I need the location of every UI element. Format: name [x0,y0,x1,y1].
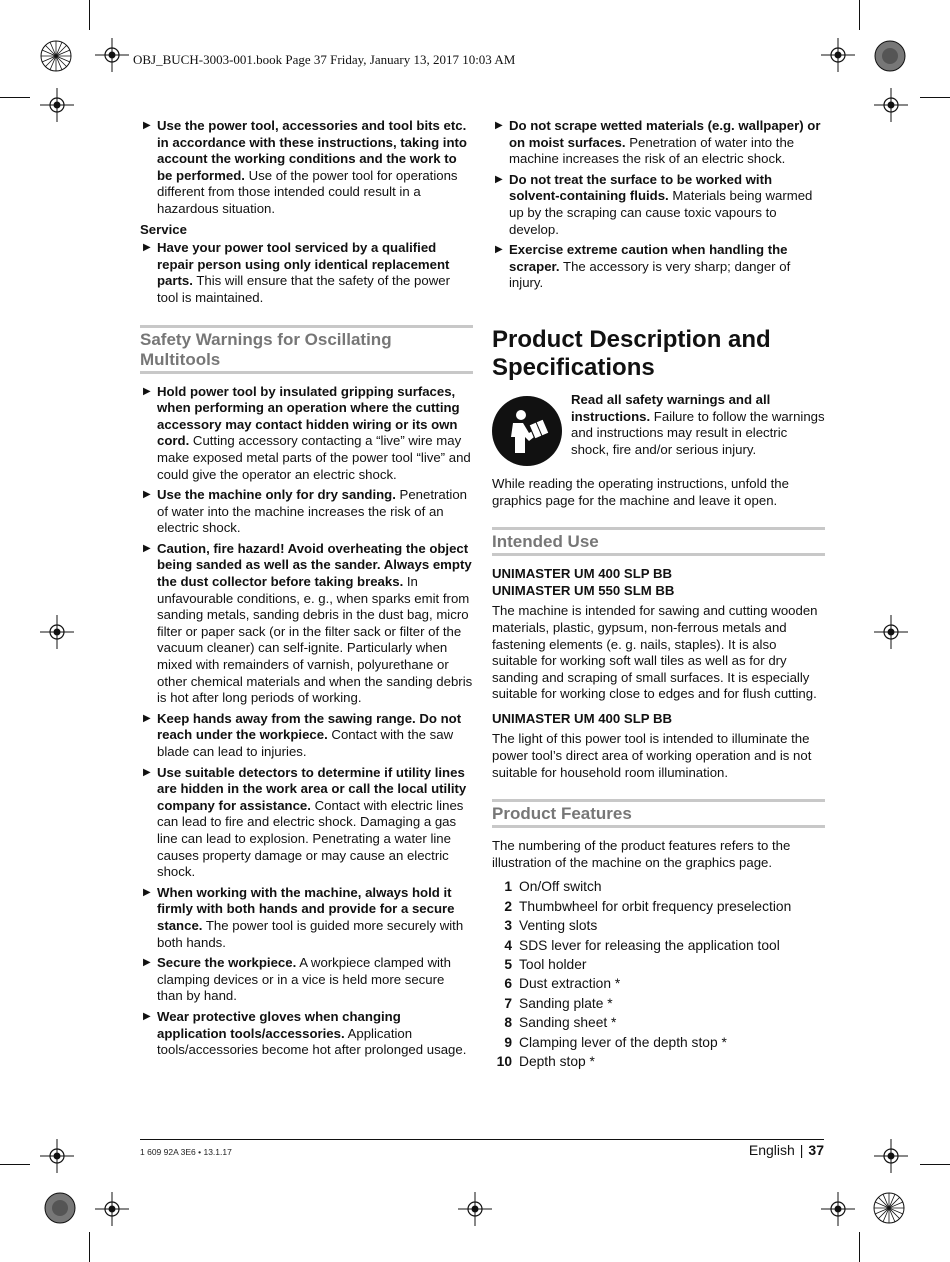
feature-label: Sanding plate * [519,995,613,1011]
footer-page-info [749,1142,824,1158]
bullet-text: A workpiece clamped with clamping devices or in a vice is held more secure than by hand. [157,955,451,1004]
bullet-safety [140,955,473,1005]
feature-number: 6 [504,976,512,992]
registration-wheel-icon [873,1192,905,1224]
bullet-bold: Hold power tool by insulated gripping surfaces, when performing an operation where the cutting accessory may contact hidden wiring or its own cord. [157,383,460,449]
bullet-arrow-icon: ▶ [143,886,151,898]
feature-label: Sanding sheet * [519,1015,617,1031]
bullet-text: Materials being warmed up by the scraping can cause toxic vapours to develop. [509,188,813,237]
bullet-safety [140,541,473,707]
feature-item [492,994,825,1013]
feature-label: Dust extraction * [519,976,621,992]
feature-item [492,974,825,993]
feature-number: 9 [504,1034,512,1050]
crosshair-mark-icon [40,88,74,122]
feature-label: On/Off switch [519,879,602,895]
feature-number: 4 [504,937,512,953]
feature-item [492,1033,825,1052]
crosshair-mark-icon [874,88,908,122]
section-product-features [492,799,825,828]
print-header: OBJ_BUCH-3003-001.book Page 37 Friday, January 13, 2017 10:03 AM [133,52,516,67]
bullet-text: In unfavourable conditions, e. g., when sparks emit from sanding metals, sanding debris in the dust bag, micro filter or paper sack (or in the filter sack or filter of the vacuum cleaner) can self-ignite. Particularly when mixed with remainders of varnish, polyurethane or other chemical materials and when the sanding debris is hot after long periods of working. [157,574,473,706]
unfold-text: While reading the operating instructions, unfold the graphics page for the machine and leave it open. [492,475,789,508]
feature-number: 5 [504,957,512,973]
bullet-arrow-icon: ▶ [143,385,151,397]
footer-code: 1 609 92A 3E6 • 13.1.17 [140,1147,232,1157]
section-heading: Product Features [492,804,632,824]
crop-line [89,0,90,30]
bullet-bold: Do not treat the surface to be worked with solvent-containing fluids. [509,171,773,204]
crosshair-mark-icon [95,1192,129,1226]
features-intro: The numbering of the product features refers to the illustration of the machine on the graphics page. [492,838,791,870]
bullet-arrow-icon: ▶ [143,766,151,778]
left-column [140,118,473,1063]
bullet-arrow-icon: ▶ [495,120,503,131]
light-text: The light of this power tool is intended to illuminate the power tool’s direct area of working operation and is not suitable for household room illumination. [492,731,812,780]
bullet-bold: Keep hands away from the sawing range. Do not reach under the workpiece. [157,710,462,743]
feature-number: 8 [504,1015,512,1031]
bullet-bold: Use the power tool, accessories and tool bits etc. in accordance with these instructions, taking into account the working conditions and the work to be performed. [157,118,467,183]
bullet-arrow-icon: ▶ [495,244,503,256]
crop-line [920,97,950,98]
crosshair-mark-icon [821,1192,855,1226]
crop-line [89,1232,90,1262]
bullet-bold: Exercise extreme caution when handling the scraper. [509,242,788,274]
light-model-name: UNIMASTER UM 400 SLP BB [492,710,673,726]
bullet-safety [140,885,473,951]
bullet-arrow-icon: ▶ [143,957,151,969]
footer-separator: | [799,1142,804,1158]
crop-line [859,0,860,30]
right-column [492,118,825,1072]
footer-rule [140,1139,824,1140]
feature-number: 1 [504,879,512,895]
bullet-arrow-icon: ▶ [143,120,151,131]
bullet-safety [140,765,473,881]
bullet-text: Contact with the saw blade can lead to injuries. [157,727,454,759]
bullet-safety [140,487,473,537]
bullet-bold: Use suitable detectors to determine if utility lines are hidden in the work area or call the local utility company for assistance. [157,764,467,813]
bullet-arrow-icon: ▶ [143,1010,151,1022]
feature-item [492,936,825,955]
bullet-bold: When working with the machine, always hold it firmly with both hands and provide for a secure stance. [157,884,455,933]
bullet-safety [140,384,473,484]
crosshair-mark-icon [458,1192,492,1226]
bullet-scraper [492,242,825,292]
bullet-scraper [492,172,825,238]
section-safety-warnings [140,325,473,374]
feature-number: 10 [496,1054,512,1070]
bullet-text: Application tools/accessories become hot after prolonged usage. [157,1025,467,1058]
crosshair-mark-icon [95,38,129,72]
section-heading: Safety Warnings for Oscillating Multitools [140,329,392,369]
bullet-arrow-icon: ▶ [143,242,151,254]
footer-language: English [748,1142,795,1158]
bullet-service [140,240,473,306]
model-name: UNIMASTER UM 550 SLM BB [492,582,675,598]
feature-item [492,916,825,935]
bullet-text: Contact with electric lines can lead to fire and electric shock. Damaging a gas line can lead to explosion. Penetrating a water line causes property damage or may cause an electric shock. [157,797,464,880]
bullet-text: Use of the power tool for operations different from those intended could result in a hazardous situation. [157,167,458,216]
bullet-arrow-icon: ▶ [143,489,151,501]
bullet-intended-use [140,118,473,218]
bullet-bold: Use the machine only for dry sanding. [157,487,396,503]
footer-page-number: 37 [808,1142,824,1158]
features-list [492,877,825,1071]
bullet-bold: Have your power tool serviced by a qualified repair person using only identical replacement parts. [157,240,450,289]
crop-line [0,97,30,98]
registration-wheel-icon [40,40,72,72]
feature-label: Depth stop * [519,1054,595,1070]
feature-number: 2 [504,898,512,914]
feature-label: Venting slots [519,918,598,934]
bullet-text: Cutting accessory contacting a “live” wire may make exposed metal parts of the power tool “live” and could give the operator an electric shock. [157,433,471,482]
registration-dot-icon [44,1192,76,1224]
crop-line [859,1232,860,1262]
read-instructions-notice [492,392,825,466]
feature-item [492,955,825,974]
bullet-safety [140,711,473,761]
bullet-text: Penetration of water into the machine increases the risk of an electric shock. [509,134,795,167]
bullet-arrow-icon: ▶ [495,173,503,185]
feature-label: Clamping lever of the depth stop * [519,1034,727,1050]
crop-line [920,1164,950,1165]
bullet-arrow-icon: ▶ [143,542,151,554]
feature-label: SDS lever for releasing the application tool [519,937,780,953]
model-name: UNIMASTER UM 400 SLP BB [492,566,673,582]
bullet-text: This will ensure that the safety of the power tool is maintained. [157,273,450,305]
bullet-text: Penetration of water into the machine increases the risk of an electric shock. [157,487,468,536]
read-warning-text [571,392,825,458]
section-intended-use [492,527,825,556]
bullet-scraper [492,118,825,168]
feature-item [492,1013,825,1032]
bullet-arrow-icon: ▶ [143,712,151,724]
feature-item [492,877,825,896]
read-warning-bold: Read all safety warnings and all instructions. [571,391,771,424]
registration-dot-icon [874,40,906,72]
product-description-title: Product Description and Specifications [492,325,771,381]
bullet-bold: Secure the workpiece. [157,955,297,971]
crosshair-mark-icon [874,1139,908,1173]
feature-item [492,897,825,916]
crop-line [0,1164,30,1165]
bullet-text: The power tool is guided more securely with both hands. [157,917,464,950]
crosshair-mark-icon [40,615,74,649]
bullet-bold: Wear protective gloves when changing application tools/accessories. [157,1008,401,1041]
bullet-bold: Caution, fire hazard! Avoid overheating the object being sanded as well as the sander. Always empty the dust collector before taking breaks. [157,540,472,590]
feature-item [492,1052,825,1071]
service-heading: Service [140,221,187,237]
bullet-safety [140,1009,473,1059]
bullet-text: The accessory is very sharp; danger of injury. [509,258,791,291]
crosshair-mark-icon [40,1139,74,1173]
feature-label: Thumbwheel for orbit frequency preselection [519,898,792,914]
read-warning-rest: Failure to follow the warnings and instructions may result in electric shock, fire and/or serious injury. [571,408,825,457]
read-manual-icon [492,396,562,466]
feature-number: 7 [504,995,512,1011]
crosshair-mark-icon [874,615,908,649]
crosshair-mark-icon [821,38,855,72]
bullet-bold: Do not scrape wetted materials (e.g. wallpaper) or on moist surfaces. [509,118,821,150]
intended-use-text: The machine is intended for sawing and cutting wooden materials, plastic, gypsum, non-ferrous metals and fastening elements (e. g. nails, staples). It is also suitable for working soft wall tiles as well as for dry sanding and scraping of small surfaces. It is especially suitable for working close to edges and for flush cutting. [492,603,818,702]
section-heading: Intended Use [492,532,599,552]
feature-number: 3 [504,918,512,934]
feature-label: Tool holder [519,957,587,973]
